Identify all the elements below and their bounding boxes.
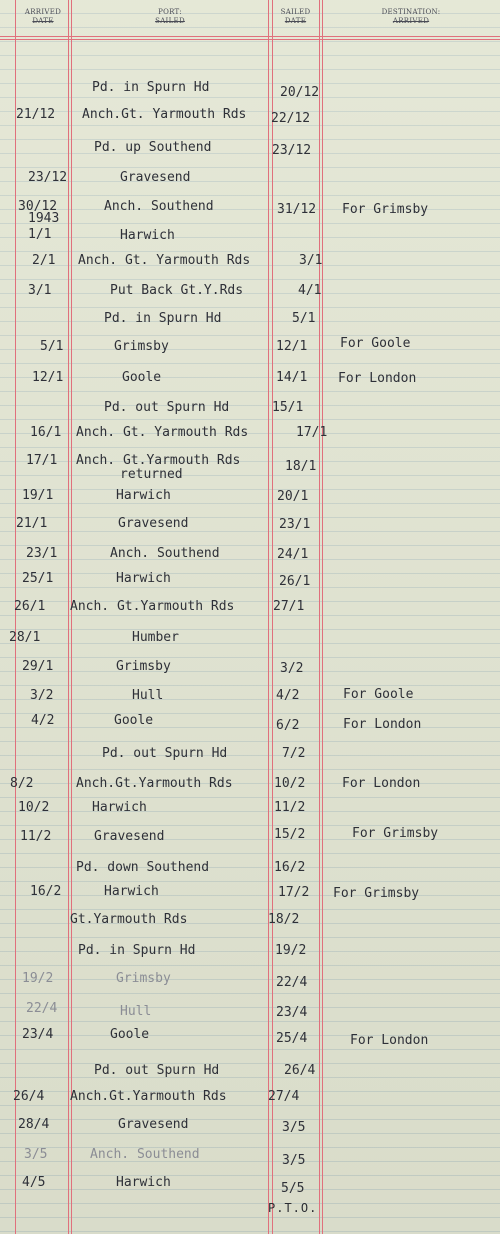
entry-port: Grimsby — [116, 659, 171, 674]
margin-line — [15, 0, 16, 1234]
entry-sailed-date: 10/2 — [274, 776, 306, 791]
column-rule — [319, 0, 320, 1234]
entry-sailed-date: 23/4 — [276, 1005, 308, 1020]
entry-port: Anch. Gt. Yarmouth Rds — [78, 253, 251, 268]
entry-destination: For Grimsby — [352, 826, 439, 841]
entry-arrived-date: 22/4 — [26, 1001, 58, 1016]
entry-port: Hull — [120, 1004, 152, 1019]
header-sailed-label: SAILED — [280, 8, 311, 16]
entry-sailed-date: 4/1 — [298, 283, 322, 298]
entry-arrived-date: 23/12 — [28, 170, 68, 185]
entry-port: Anch.Gt.Yarmouth Rds — [76, 776, 233, 791]
entry-port: Gravesend — [118, 516, 189, 531]
entry-arrived-date: 29/1 — [22, 659, 54, 674]
entry-sailed-date: 4/2 — [276, 688, 300, 703]
entry-arrived-date: 16/2 — [30, 884, 62, 899]
entry-port: Pd. down Southend — [76, 860, 210, 875]
entry-port: Harwich — [104, 884, 159, 899]
entry-arrived-date: 4/2 — [31, 713, 55, 728]
header-destination-label: DESTINATION: — [381, 8, 441, 16]
entry-sailed-date: 23/1 — [279, 517, 311, 532]
entry-arrived-date: 21/1 — [16, 516, 48, 531]
entry-port: Anch. Southend — [90, 1147, 200, 1162]
entry-arrived-date: 10/2 — [18, 800, 50, 815]
entry-port: Anch.Gt. Yarmouth Rds — [82, 107, 247, 122]
entry-sailed-date: 5/1 — [292, 311, 316, 326]
entry-arrived-date: 4/5 — [22, 1175, 46, 1190]
header-arrived-label: ARRIVED — [24, 8, 62, 16]
entry-port: Harwich — [116, 571, 171, 586]
entry-port: Humber — [132, 630, 179, 645]
entry-port: returned — [120, 467, 183, 482]
entry-arrived-date: 19/2 — [22, 971, 54, 986]
entry-sailed-date: 7/2 — [282, 746, 306, 761]
entry-destination: For London — [350, 1033, 429, 1048]
entry-destination: For London — [338, 371, 417, 386]
entry-arrived-date: 12/1 — [32, 370, 64, 385]
entry-sailed-date: 25/4 — [276, 1031, 308, 1046]
entry-port: Pd. out Spurn Hd — [104, 400, 230, 415]
entry-sailed-date: 26/1 — [279, 574, 311, 589]
entry-arrived-date: 21/12 — [16, 107, 56, 122]
entry-sailed-date: 27/1 — [273, 599, 305, 614]
entry-arrived-date: 3/2 — [30, 688, 54, 703]
entry-arrived-date: 17/1 — [26, 453, 58, 468]
entry-arrived-date: 3/1 — [28, 283, 52, 298]
entry-destination: For Goole — [340, 336, 411, 351]
entry-port: Harwich — [116, 1175, 171, 1190]
entry-port: Goole — [110, 1027, 150, 1042]
entry-sailed-date: 3/2 — [280, 661, 304, 676]
entry-port: Pd. in Spurn Hd — [104, 311, 222, 326]
entry-destination: For London — [343, 717, 422, 732]
entry-port: Anch. Gt.Yarmouth Rds — [76, 453, 241, 468]
entry-sailed-date: 22/12 — [271, 111, 311, 126]
entry-port: Goole — [114, 713, 154, 728]
entry-sailed-date: 20/12 — [280, 85, 320, 100]
entry-sailed-date: 16/2 — [274, 860, 306, 875]
entry-sailed-date: 27/4 — [268, 1089, 300, 1104]
column-rule-double — [322, 0, 323, 1234]
header-destination-sub: ARRIVED — [392, 17, 430, 25]
entry-sailed-date: 6/2 — [276, 718, 300, 733]
entry-sailed-date: 17/2 — [278, 885, 310, 900]
header-rule — [0, 36, 500, 37]
entry-port: Goole — [122, 370, 162, 385]
entry-arrived-date: 16/1 — [30, 425, 62, 440]
entry-port: Pd. out Spurn Hd — [102, 746, 228, 761]
entry-sailed-date: 24/1 — [277, 547, 309, 562]
entry-port: Gravesend — [120, 170, 191, 185]
entry-arrived-date: 19/1 — [22, 488, 54, 503]
entry-sailed-date: 15/1 — [272, 400, 304, 415]
entry-sailed-date: 26/4 — [284, 1063, 316, 1078]
header-arrived-date: DATE — [32, 17, 54, 25]
entry-port: Anch. Southend — [110, 546, 220, 561]
column-rule-double — [71, 0, 72, 1234]
entry-arrived-date: 2/1 — [32, 253, 56, 268]
entry-sailed-date: 17/1 — [296, 425, 328, 440]
header-arrived — [18, 8, 68, 26]
entry-port: Harwich — [92, 800, 147, 815]
entry-port: Harwich — [120, 228, 175, 243]
header-sailed-date: DATE — [284, 17, 307, 25]
entry-port: Pd. in Spurn Hd — [78, 943, 196, 958]
entry-port: Anch. Southend — [104, 199, 214, 214]
entry-arrived-date: 28/1 — [9, 630, 41, 645]
header-port — [72, 8, 268, 26]
entry-port: Grimsby — [116, 971, 171, 986]
entry-arrived-date: 5/1 — [40, 339, 64, 354]
entry-arrived-date: 30/12 — [18, 199, 58, 214]
pto-note: P.T.O. — [268, 1201, 318, 1215]
entry-port: Gt.Yarmouth Rds — [70, 912, 188, 927]
entry-port: Gravesend — [94, 829, 165, 844]
entry-destination: For Goole — [343, 687, 414, 702]
header-port-label: PORT: — [158, 8, 182, 16]
column-rule — [268, 0, 269, 1234]
column-rule — [68, 0, 69, 1234]
entry-port: Anch. Gt.Yarmouth Rds — [70, 599, 235, 614]
entry-sailed-date: 18/2 — [268, 912, 300, 927]
entry-sailed-date: 22/4 — [276, 975, 308, 990]
entry-destination: For Grimsby — [333, 886, 420, 901]
entry-arrived-date: 8/2 — [10, 776, 34, 791]
column-rule-double — [272, 0, 273, 1234]
entry-sailed-date: 5/5 — [281, 1181, 305, 1196]
entry-sailed-date: 19/2 — [275, 943, 307, 958]
entry-port: Pd. in Spurn Hd — [92, 80, 210, 95]
entry-destination: For London — [342, 776, 421, 791]
header-sailed — [272, 8, 319, 26]
entry-sailed-date: 3/5 — [282, 1120, 306, 1135]
entry-arrived-date: 28/4 — [18, 1117, 50, 1132]
entry-port: Anch. Gt. Yarmouth Rds — [76, 425, 249, 440]
entry-sailed-date: 12/1 — [276, 339, 308, 354]
entry-sailed-date: 31/12 — [277, 202, 317, 217]
entry-arrived-date: 25/1 — [22, 571, 54, 586]
entry-sailed-date: 23/12 — [272, 143, 312, 158]
header-rule-double — [0, 39, 500, 40]
entry-arrived-date: 23/4 — [22, 1027, 54, 1042]
entry-port: Grimsby — [114, 339, 169, 354]
entry-port: Harwich — [116, 488, 171, 503]
entry-arrived-date: 1943 — [28, 211, 60, 226]
entry-sailed-date: 20/1 — [277, 489, 309, 504]
entry-sailed-date: 18/1 — [285, 459, 317, 474]
entry-port: Hull — [132, 688, 164, 703]
entry-sailed-date: 3/5 — [282, 1153, 306, 1168]
entry-arrived-date: 11/2 — [20, 829, 52, 844]
entry-sailed-date: 15/2 — [274, 827, 306, 842]
entry-port: Put Back Gt.Y.Rds — [110, 283, 244, 298]
entry-sailed-date: 3/1 — [299, 253, 323, 268]
entry-sailed-date: 11/2 — [274, 800, 306, 815]
entry-arrived-date: 26/1 — [14, 599, 46, 614]
entry-port: Pd. up Southend — [94, 140, 212, 155]
entry-arrived-date: 1/1 — [28, 227, 52, 242]
entry-sailed-date: 14/1 — [276, 370, 308, 385]
header-port-sub: SAILED — [155, 17, 185, 25]
entry-arrived-date: 23/1 — [26, 546, 58, 561]
entry-arrived-date: 3/5 — [24, 1147, 48, 1162]
entry-port: Anch.Gt.Yarmouth Rds — [70, 1089, 227, 1104]
entry-port: Gravesend — [118, 1117, 189, 1132]
entry-destination: For Grimsby — [342, 202, 429, 217]
entry-arrived-date: 26/4 — [13, 1089, 45, 1104]
header-destination — [322, 8, 500, 26]
entry-port: Pd. out Spurn Hd — [94, 1063, 220, 1078]
